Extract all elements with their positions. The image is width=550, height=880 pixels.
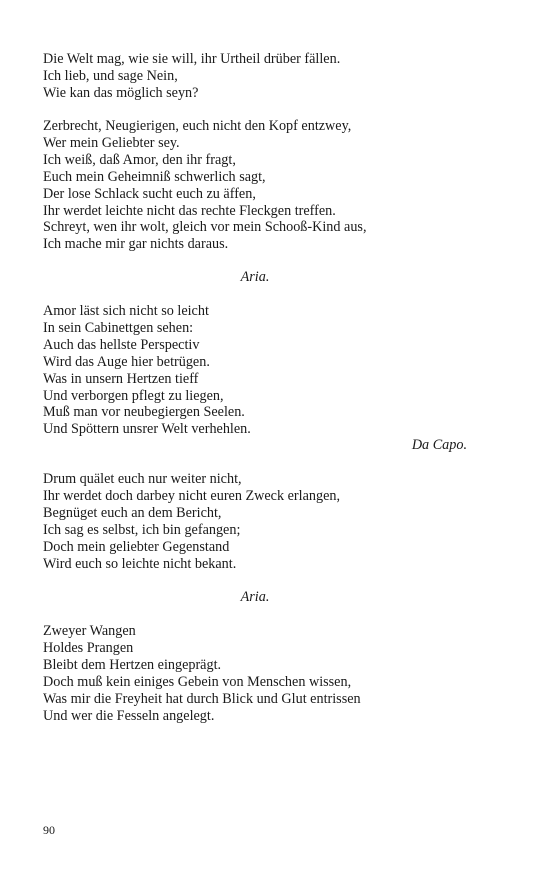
verse-line: Ihr werdet doch darbey nicht euren Zweck erlangen, [43,487,341,504]
stanza-3 [43,471,473,572]
aria-2-verses [43,623,473,724]
verse-line: Und verborgen pflegt zu liegen, [43,387,224,404]
stanza-1 [43,51,473,102]
verse-line: Ich sag es selbst, ich bin gefangen; [43,521,241,538]
da-capo-marking: Da Capo. [411,437,467,453]
verse-line: Drum quälet euch nur weiter nicht, [43,471,242,487]
verse-line: Ihr werdet leichte nicht das rechte Fleckgen treffen. [43,202,336,219]
verse-line: Wird das Auge hier betrügen. [43,353,210,370]
verse-line: Schreyt, wen ihr wolt, gleich vor mein Schooß-Kind aus, [43,219,367,236]
verse-line: Doch muß kein einiges Gebein von Menschen wissen, [43,673,352,690]
verse-line: Ich weiß, daß Amor, den ihr fragt, [43,151,236,168]
aria-heading-1: Aria. [240,269,270,285]
verse-line: Ich mache mir gar nichts daraus. [43,236,229,253]
verse-line: Euch mein Geheimniß schwerlich sagt, [43,168,266,185]
verse-line: Was in unsern Hertzen tieff [43,370,199,387]
verse-line: Wird euch so leichte nicht bekant. [43,555,237,572]
verse-line: Die Welt mag, wie sie will, ihr Urtheil drüber fällen. [43,51,341,67]
aria-1-verses [43,303,473,438]
verse-line: Zweyer Wangen [43,623,136,639]
verse-line: Der lose Schlack sucht euch zu äffen, [43,185,256,202]
page-number: 90 [43,823,55,837]
verse-line: Doch mein geliebter Gegenstand [43,538,230,555]
verse-line: Amor läst sich nicht so leicht [43,303,209,319]
verse-line: Bleibt dem Hertzen eingeprägt. [43,656,222,673]
verse-line: Wie kan das möglich seyn? [43,84,199,101]
verse-line: Holdes Prangen [43,639,134,656]
verse-line: Und Spöttern unsrer Welt verhehlen. [43,421,251,438]
verse-line: Was mir die Freyheit hat durch Blick und Glut entrissen [43,690,361,707]
verse-line: Ich lieb, und sage Nein, [43,67,178,84]
aria-heading-2: Aria. [240,589,270,605]
stanza-2 [43,118,473,253]
verse-line: Auch das hellste Perspectiv [43,336,200,353]
verse-line: In sein Cabinettgen sehen: [43,319,194,336]
verse-line: Wer mein Geliebter sey. [43,134,180,151]
verse-line: Zerbrecht, Neugierigen, euch nicht den Kopf entzwey, [43,118,352,134]
verse-line: Begnüget euch an dem Bericht, [43,504,222,521]
verse-line: Und wer die Fesseln angelegt. [43,707,215,724]
verse-line: Muß man vor neubegiergen Seelen. [43,404,245,421]
